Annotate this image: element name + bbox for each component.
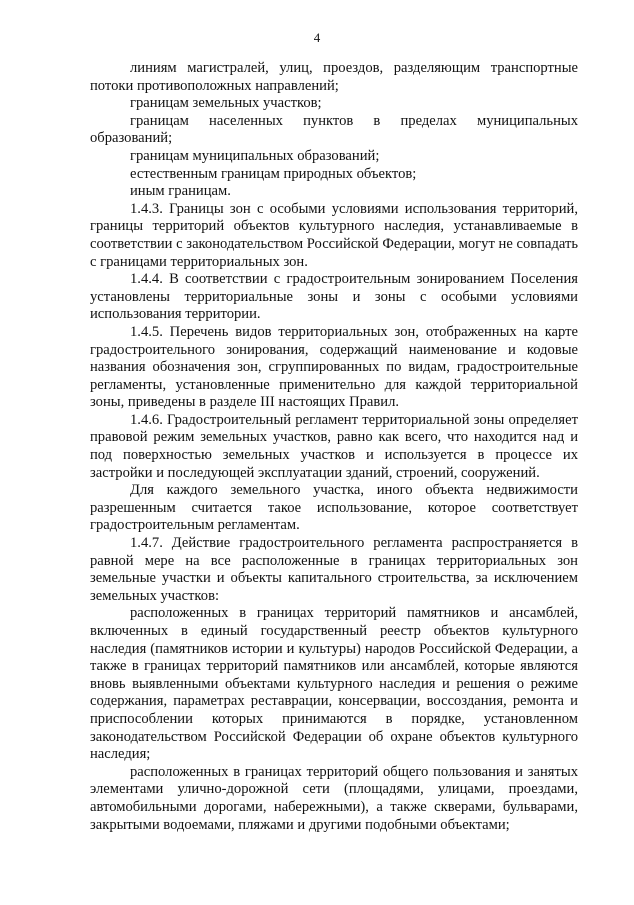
paragraph-1-4-6: 1.4.6. Градостроительный регламент территориальной зоны определяет правовой режим земельных участков, равно как всего, что находится над и под поверхностью земельных участков и используется в процессе их застройки и последующей эксплуатации зданий, строений, сооружений. (90, 411, 578, 481)
paragraph-1-4-7: 1.4.7. Действие градостроительного регламента распространяется в равной мере на все расположенные в границах территориальных зон земельные участки и объекты капитального строительства, за исключением земельных участков: (90, 535, 578, 604)
document-body (90, 60, 578, 834)
paragraph-list-item: границам населенных пунктов в пределах муниципальных образований; (90, 112, 578, 147)
paragraph-list-item: границам муниципальных образований; (130, 147, 380, 164)
paragraph-1-4-3: 1.4.3. Границы зон с особыми условиями использования территорий, границы территорий объектов культурного наследия, устанавливаемые в соответствии с законодательством Российской Федерации, могут не совпадать с границами территориальных зон. (90, 200, 578, 270)
paragraph-list-item: границам земельных участков; (130, 95, 322, 112)
paragraph-exception-1: расположенных в границах территорий памятников и ансамблей, включенных в единый государственный реестр объектов культурного наследия (памятников истории и культуры) народов Российской Федерации, а также в границах территорий памятников или ансамблей, которые являются вновь выявленными объектами культурного наследия и решения о режиме содержания, параметрах реставрации, консервации, воссоздания, ремонта и приспособлении которых принимаются в порядке, установленном законодательством Российской Федерации об охране объектов культурного наследия; (90, 605, 578, 763)
page-number: 4 (313, 30, 321, 45)
paragraph-1-4-5: 1.4.5. Перечень видов территориальных зон, отображенных на карте градостроительного зонирования, содержащий наименование и кодовые названия обозначения зон, сгруппированных по видам, градостроительные регламенты, установленные применительно для каждой территориальной зоны, приведены в разделе III настоящих Правил. (90, 323, 578, 411)
paragraph-1-4-4: 1.4.4. В соответствии с градостроительным зонированием Поселения установлены территориальные зоны и зоны с особыми условиями использования территории. (90, 271, 578, 323)
paragraph-regulation-note: Для каждого земельного участка, иного объекта недвижимости разрешенным считается такое использование, которое соответствует градостроительным регламентам. (90, 482, 578, 534)
paragraph-exception-2: расположенных в границах территорий общего пользования и занятых элементами улично-дорожной сети (площадями, улицами, проездами, автомобильными дорогами, набережными), а также скверами, бульварами, закрытыми водоемами, пляжами и другими подобными объектами; (90, 763, 578, 833)
paragraph-list-item: иным границам. (130, 183, 231, 200)
paragraph-list-item: линиям магистралей, улиц, проездов, разделяющим транспортные потоки противоположных направлений; (90, 60, 578, 94)
paragraph-list-item: естественным границам природных объектов; (130, 165, 417, 182)
